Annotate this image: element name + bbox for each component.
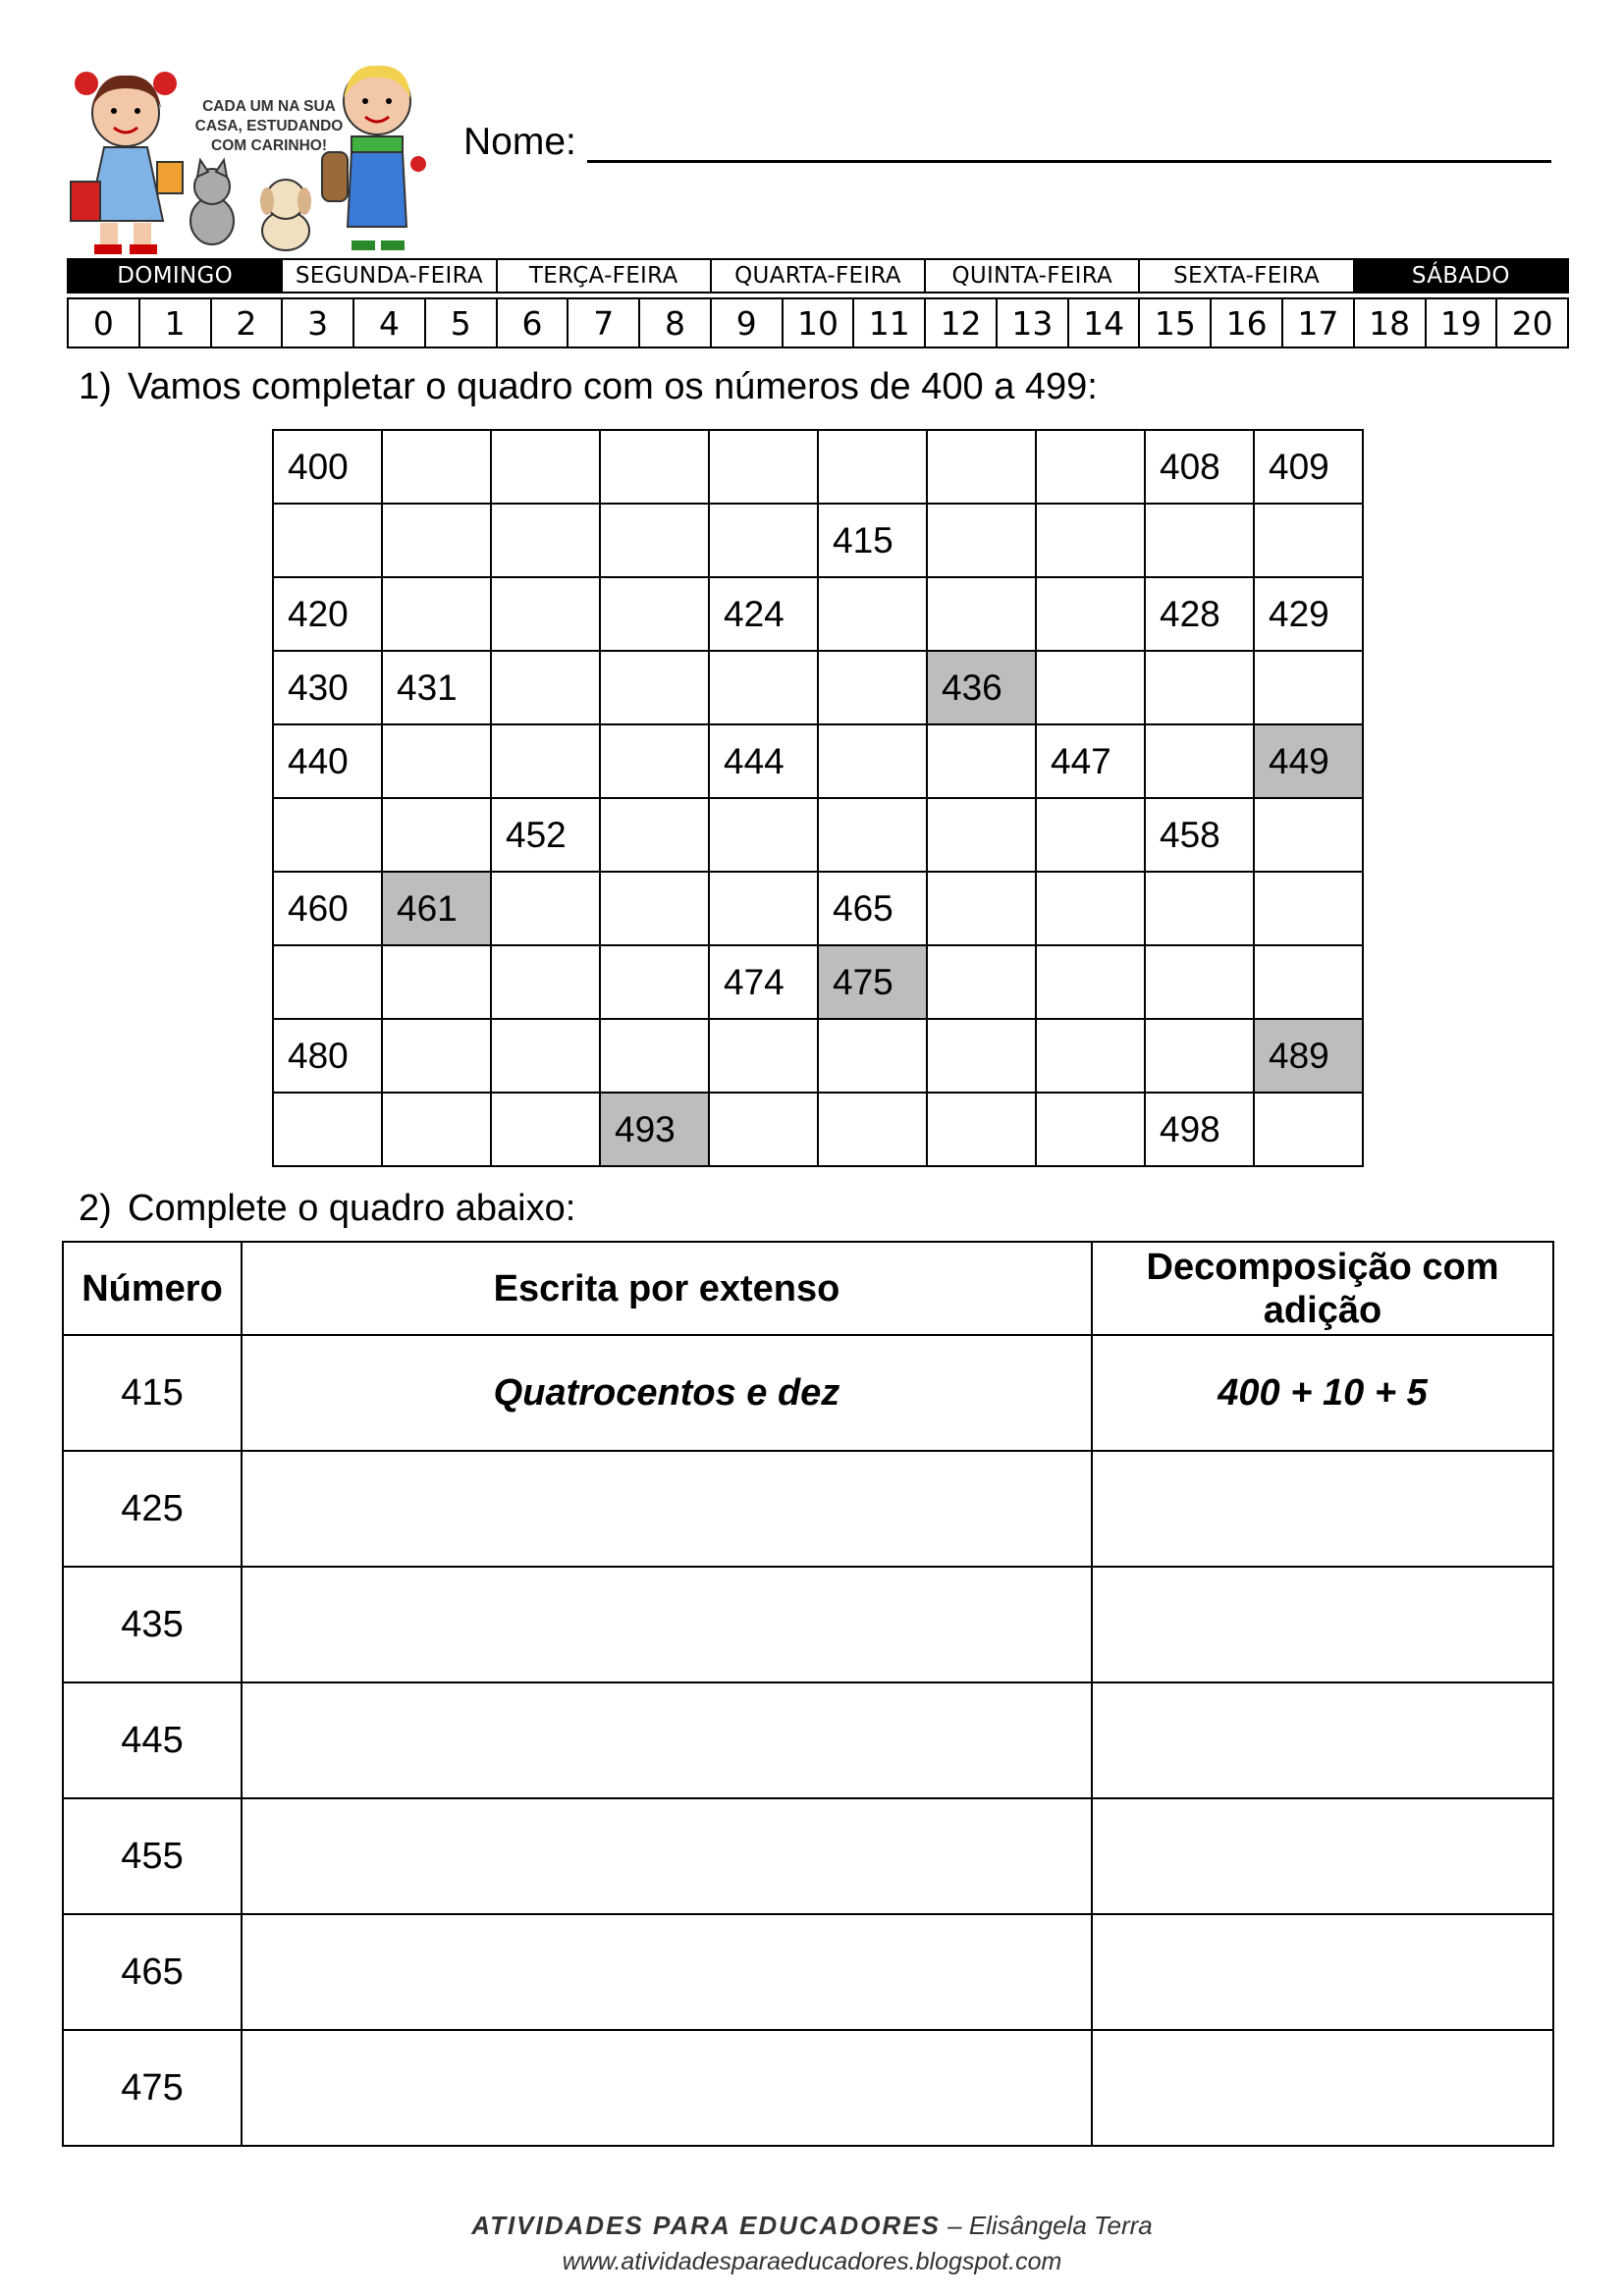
grid-cell[interactable]: [1036, 430, 1145, 504]
number-cell: 435: [63, 1567, 242, 1682]
grid-cell[interactable]: [600, 724, 709, 798]
weekday-cell: SEGUNDA-FEIRA: [283, 260, 497, 292]
grid-cell: 408: [1145, 430, 1254, 504]
grid-cell[interactable]: [600, 945, 709, 1019]
extenso-cell: Quatrocentos e dez: [242, 1335, 1092, 1451]
date-cell[interactable]: 9: [712, 299, 784, 347]
grid-cell[interactable]: [600, 1019, 709, 1093]
grid-cell[interactable]: [927, 504, 1036, 577]
grid-cell[interactable]: [491, 1093, 600, 1166]
number-cell: 445: [63, 1682, 242, 1798]
extenso-cell[interactable]: [242, 1567, 1092, 1682]
extenso-cell[interactable]: [242, 1451, 1092, 1567]
grid-cell[interactable]: [1254, 872, 1363, 945]
grid-cell[interactable]: [1036, 945, 1145, 1019]
grid-cell[interactable]: [273, 798, 382, 872]
table-row: [63, 1335, 1553, 1451]
grid-cell[interactable]: [709, 872, 818, 945]
grid-cell[interactable]: [382, 430, 491, 504]
grid-cell: 428: [1145, 577, 1254, 651]
grid-row: [273, 504, 1363, 577]
table-row: [63, 1798, 1553, 1914]
header-numero: Número: [63, 1242, 242, 1335]
grid-cell[interactable]: [927, 1019, 1036, 1093]
grid-cell[interactable]: [709, 430, 818, 504]
grid-cell: 430: [273, 651, 382, 724]
table-header-row: [63, 1242, 1553, 1335]
grid-cell[interactable]: [1036, 651, 1145, 724]
grid-cell[interactable]: [1145, 872, 1254, 945]
grid-cell[interactable]: [818, 724, 927, 798]
grid-cell[interactable]: [491, 430, 600, 504]
date-cell[interactable]: 19: [1427, 299, 1498, 347]
grid-cell: 431: [382, 651, 491, 724]
date-cell[interactable]: 16: [1212, 299, 1283, 347]
grid-cell: 461: [382, 872, 491, 945]
grid-cell[interactable]: [818, 430, 927, 504]
number-cell: 415: [63, 1335, 242, 1451]
grid-cell[interactable]: [491, 1019, 600, 1093]
grid-cell: 480: [273, 1019, 382, 1093]
grid-cell[interactable]: [927, 798, 1036, 872]
grid-cell[interactable]: [1254, 651, 1363, 724]
date-cell[interactable]: 5: [426, 299, 498, 347]
grid-cell: 475: [818, 945, 927, 1019]
weekday-cell: QUINTA-FEIRA: [926, 260, 1140, 292]
date-cell[interactable]: 18: [1355, 299, 1427, 347]
footer-credit: [0, 2211, 1624, 2241]
grid-cell[interactable]: [709, 1019, 818, 1093]
grid-cell[interactable]: [1145, 504, 1254, 577]
table-row: [63, 2030, 1553, 2146]
number-cell: 455: [63, 1798, 242, 1914]
grid-cell[interactable]: [382, 1093, 491, 1166]
decomposicao-cell[interactable]: [1092, 1798, 1553, 1914]
grid-cell[interactable]: [1145, 651, 1254, 724]
date-cell[interactable]: 11: [854, 299, 926, 347]
grid-cell[interactable]: [491, 872, 600, 945]
grid-row: [273, 577, 1363, 651]
grid-cell[interactable]: [927, 945, 1036, 1019]
date-cell[interactable]: 0: [69, 299, 140, 347]
grid-row: [273, 798, 1363, 872]
grid-cell: 458: [1145, 798, 1254, 872]
grid-row: [273, 872, 1363, 945]
weekday-cell: TERÇA-FEIRA: [498, 260, 712, 292]
grid-cell: 415: [818, 504, 927, 577]
table-row: [63, 1682, 1553, 1798]
grid-cell[interactable]: [709, 798, 818, 872]
grid-cell[interactable]: [818, 798, 927, 872]
grid-cell[interactable]: [1145, 724, 1254, 798]
date-cell[interactable]: 3: [283, 299, 354, 347]
grid-cell[interactable]: [709, 651, 818, 724]
grid-cell[interactable]: [1036, 1093, 1145, 1166]
extenso-cell[interactable]: [242, 1914, 1092, 2030]
grid-cell[interactable]: [1254, 945, 1363, 1019]
date-cell[interactable]: 7: [568, 299, 640, 347]
question-2: [79, 1188, 575, 1230]
number-cell: 425: [63, 1451, 242, 1567]
grid-cell: 452: [491, 798, 600, 872]
banner-line-3: COM CARINHO!: [211, 137, 327, 154]
grid-cell: 465: [818, 872, 927, 945]
number-cell: 465: [63, 1914, 242, 2030]
grid-row: [273, 1093, 1363, 1166]
date-row: [67, 297, 1569, 348]
grid-cell[interactable]: [1145, 1019, 1254, 1093]
grid-cell[interactable]: [1036, 798, 1145, 872]
grid-cell[interactable]: [1036, 872, 1145, 945]
grid-cell[interactable]: [600, 504, 709, 577]
grid-row: [273, 1019, 1363, 1093]
question-1-number: 1): [79, 366, 112, 407]
name-input-line[interactable]: [587, 160, 1551, 163]
weekday-cell: DOMINGO: [69, 260, 283, 292]
question-1-text: Vamos completar o quadro com os números de 400 a 499:: [128, 366, 1098, 407]
children-cartoon-icon: [65, 54, 448, 260]
grid-cell: 440: [273, 724, 382, 798]
banner-line-1: CADA UM NA SUA: [202, 98, 336, 115]
grid-cell[interactable]: [491, 651, 600, 724]
grid-cell[interactable]: [927, 724, 1036, 798]
grid-cell[interactable]: [1036, 577, 1145, 651]
grid-cell: 493: [600, 1093, 709, 1166]
decomposicao-cell[interactable]: [1092, 1567, 1553, 1682]
decomposicao-cell[interactable]: [1092, 1451, 1553, 1567]
grid-cell: 447: [1036, 724, 1145, 798]
grid-cell[interactable]: [1254, 1093, 1363, 1166]
grid-cell: 498: [1145, 1093, 1254, 1166]
grid-cell[interactable]: [1145, 945, 1254, 1019]
grid-row: [273, 430, 1363, 504]
date-cell[interactable]: 8: [640, 299, 712, 347]
grid-cell: 420: [273, 577, 382, 651]
date-cell[interactable]: 13: [998, 299, 1069, 347]
grid-cell: 444: [709, 724, 818, 798]
date-cell[interactable]: 20: [1511, 303, 1553, 343]
date-cell[interactable]: 17: [1283, 299, 1355, 347]
name-label: Nome:: [463, 121, 576, 163]
number-writing-table: [62, 1241, 1554, 2147]
table-row: [63, 1914, 1553, 2030]
number-grid: [272, 429, 1364, 1167]
grid-cell[interactable]: [600, 872, 709, 945]
grid-cell[interactable]: [818, 1019, 927, 1093]
grid-cell: 489: [1254, 1019, 1363, 1093]
grid-row: [273, 945, 1363, 1019]
grid-cell[interactable]: [709, 1093, 818, 1166]
question-2-number: 2): [79, 1188, 112, 1229]
decomposicao-cell[interactable]: [1092, 1914, 1553, 2030]
grid-cell[interactable]: [1036, 1019, 1145, 1093]
weekday-cell: QUARTA-FEIRA: [712, 260, 926, 292]
grid-cell[interactable]: [600, 651, 709, 724]
weekday-row: [67, 258, 1569, 294]
question-2-text: Complete o quadro abaixo:: [128, 1188, 576, 1229]
grid-cell[interactable]: [600, 798, 709, 872]
grid-cell[interactable]: [600, 430, 709, 504]
grid-cell: 436: [927, 651, 1036, 724]
date-cell[interactable]: 12: [926, 299, 998, 347]
header-illustration: [65, 54, 448, 260]
banner-line-2: CASA, ESTUDANDO: [194, 118, 344, 134]
grid-cell[interactable]: [927, 872, 1036, 945]
table-row: [63, 1451, 1553, 1567]
date-cell[interactable]: 15: [1140, 299, 1212, 347]
grid-cell[interactable]: [491, 945, 600, 1019]
table-row: [63, 1567, 1553, 1682]
footer-author: – Elisângela Terra: [940, 2211, 1153, 2240]
question-1: [79, 366, 1098, 408]
grid-cell[interactable]: [1254, 504, 1363, 577]
grid-row: [273, 724, 1363, 798]
grid-cell[interactable]: [927, 430, 1036, 504]
grid-cell: 474: [709, 945, 818, 1019]
date-cell[interactable]: 10: [784, 299, 855, 347]
grid-cell[interactable]: [273, 945, 382, 1019]
decomposicao-cell[interactable]: [1092, 2030, 1553, 2146]
date-cell[interactable]: 6: [498, 299, 569, 347]
extenso-cell[interactable]: [242, 1798, 1092, 1914]
header-extenso: Escrita por extenso: [242, 1242, 1092, 1335]
grid-cell: 449: [1254, 724, 1363, 798]
grid-cell: 460: [273, 872, 382, 945]
grid-cell[interactable]: [382, 504, 491, 577]
date-cell[interactable]: 14: [1069, 299, 1141, 347]
grid-row: [273, 651, 1363, 724]
number-cell: 475: [63, 2030, 242, 2146]
date-cell[interactable]: 2: [212, 299, 284, 347]
date-cell[interactable]: 4: [354, 299, 426, 347]
grid-cell[interactable]: [382, 577, 491, 651]
grid-cell: 400: [273, 430, 382, 504]
weekday-cell: SEXTA-FEIRA: [1140, 260, 1354, 292]
grid-cell[interactable]: [818, 651, 927, 724]
decomposicao-cell: 400 + 10 + 5: [1092, 1335, 1553, 1451]
extenso-cell[interactable]: [242, 2030, 1092, 2146]
weekday-cell: SÁBADO: [1355, 260, 1567, 292]
grid-cell[interactable]: [709, 504, 818, 577]
extenso-cell[interactable]: [242, 1682, 1092, 1798]
header-decomposicao: Decomposição com adição: [1092, 1242, 1553, 1335]
grid-cell[interactable]: [818, 1093, 927, 1166]
grid-cell: 424: [709, 577, 818, 651]
grid-cell[interactable]: [927, 577, 1036, 651]
footer-brand: ATIVIDADES PARA EDUCADORES: [471, 2211, 941, 2240]
decomposicao-cell[interactable]: [1092, 1682, 1553, 1798]
grid-cell[interactable]: [382, 724, 491, 798]
grid-cell[interactable]: [491, 577, 600, 651]
footer-url: www.atividadesparaeducadores.blogspot.com: [562, 2248, 1062, 2275]
grid-cell[interactable]: [600, 577, 709, 651]
grid-cell[interactable]: [491, 504, 600, 577]
date-cell[interactable]: 1: [140, 299, 212, 347]
grid-cell[interactable]: [818, 577, 927, 651]
grid-cell[interactable]: [382, 1019, 491, 1093]
grid-cell[interactable]: [382, 798, 491, 872]
grid-cell[interactable]: [382, 945, 491, 1019]
grid-cell[interactable]: [491, 724, 600, 798]
grid-cell[interactable]: [1254, 798, 1363, 872]
grid-cell: 429: [1254, 577, 1363, 651]
grid-cell: 409: [1254, 430, 1363, 504]
grid-cell[interactable]: [273, 504, 382, 577]
grid-cell[interactable]: [1036, 504, 1145, 577]
grid-cell[interactable]: [273, 1093, 382, 1166]
grid-cell[interactable]: [927, 1093, 1036, 1166]
